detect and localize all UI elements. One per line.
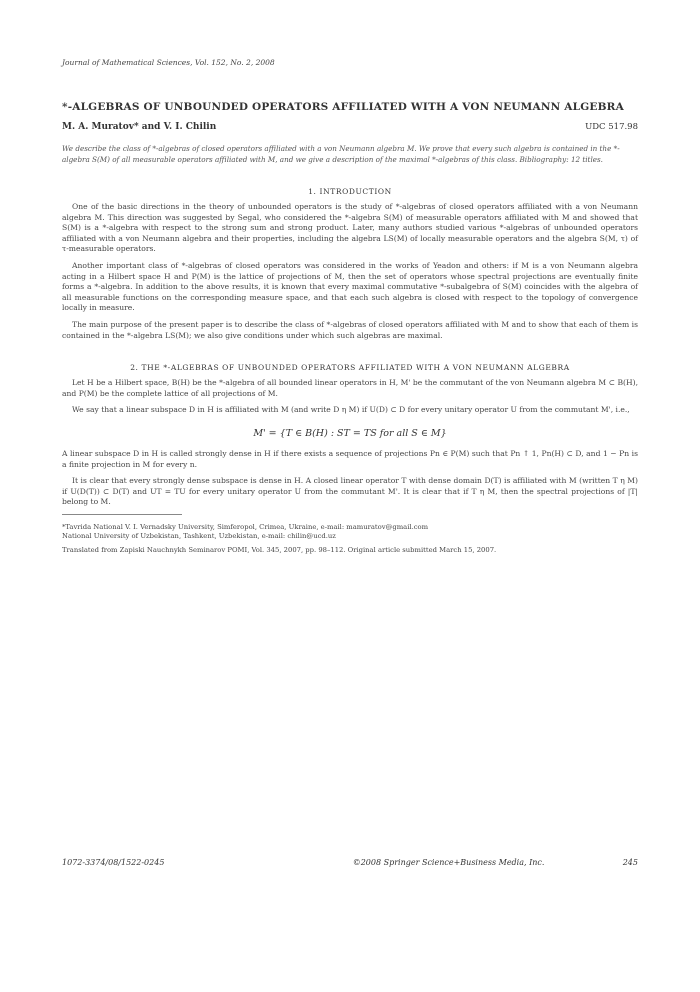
footnote: *Tavrida National V. I. Vernadsky University, Simferopol, Crimea, Ukraine, e-mail: mamuratov@gmail.com xyxy=(62,522,429,531)
footnote: Translated from Zapiski Nauchnykh Seminarov POMI, Vol. 345, 2007, pp. 98–112. Original article submitted March 15, 2007. xyxy=(62,546,497,555)
section-heading: 1. INTRODUCTION xyxy=(308,187,392,196)
footnote: National University of Uzbekistan, Tashkent, Uzbekistan, e-mail: chilin@ucd.uz xyxy=(62,532,336,541)
paragraph: Let H be a Hilbert space, B(H) be the *-algebra of all bounded linear operators in H, M' be the commutant of the von Neumann algebra M ⊂ B(H), and P(M) be the complete lattice of all projections of M. xyxy=(62,378,638,398)
page-number: 245 xyxy=(622,858,638,867)
paragraph: A linear subspace D in H is called strongly dense in H if there exists a sequence of projections Pn ∈ P(M) such that Pn ↑ 1, Pn(H) ⊂ D, and 1 − Pn is a finite projection in M for every n. xyxy=(62,448,638,469)
paragraph: The main purpose of the present paper is to describe the class of *-algebras of closed operators affiliated with M and to show that each of them is contained in the *-algebra LS(M); we also give conditions under which such algebras are maximal. xyxy=(62,319,638,340)
paragraph: We say that a linear subspace D in H is affiliated with M (and write D η M) if U(D) ⊂ D for every unitary operator U from the commutant M', i.e., xyxy=(72,405,630,415)
udc-code: UDC 517.98 xyxy=(585,122,638,132)
paragraph: Another important class of *-algebras of closed operators was considered in the works of Yeadon and others: if M is a von Neumann algebra acting in a Hilbert space H and P(M) is the lattice of projections of M, then the set of operators whose spectral projections are eventually finite forms a *-algebra. In addition to the above results, it is known that every maximal commutative *-subalgebra of S(M) coincides with the algebra of all measurable functions on the corresponding measure space, and that each such algebra is closed with respect to the topology of convergence locally in measure. xyxy=(62,260,638,313)
paragraph: It is clear that every strongly dense subspace is dense in H. A closed linear operator T with dense domain D(T) is affiliated with M (written T η M) if U(D(T)) ⊂ D(T) and UT = TU for every unitary operator U from the commutant M'. It is clear that if T η M, then the spectral projections of |T| belong to M. xyxy=(62,476,638,507)
paragraph: One of the basic directions in the theory of unbounded operators is the study of *-algebras of closed operators affiliated with a von Neumann algebra M. This direction was suggested by Segal, who considered the *-algebra S(M) of measurable operators affiliated with M and showed that S(M) is a *-algebra with respect to the strong sum and strong product. Later, many authors studied various *-algebras of unbounded operators affiliated with a von Neumann algebra and their properties, including the algebra LS(M) of locally measurable operators and the algebra S(M, τ) of τ-measurable operators. xyxy=(62,202,638,254)
page-footer xyxy=(62,858,638,867)
footer-issn: 1072-3374/08/1522-0245 xyxy=(62,858,165,867)
authors: M. A. Muratov* and V. I. Chilin xyxy=(62,122,217,132)
author-line xyxy=(62,122,638,132)
footnote-divider xyxy=(62,514,182,515)
paper-title: *-ALGEBRAS OF UNBOUNDED OPERATORS AFFILIATED WITH A VON NEUMANN ALGEBRA xyxy=(62,101,624,113)
footer-copyright: ©2008 Springer Science+Business Media, Inc. xyxy=(352,858,545,867)
display-formula: M' = {T ∈ B(H) : ST = TS for all S ∈ M} xyxy=(253,427,447,439)
journal-header: Journal of Mathematical Sciences, Vol. 152, No. 2, 2008 xyxy=(62,58,275,67)
section-heading: 2. THE *-ALGEBRAS OF UNBOUNDED OPERATORS AFFILIATED WITH A VON NEUMANN ALGEBRA xyxy=(130,363,570,373)
abstract: We describe the class of *-algebras of closed operators affiliated with a von Neumann algebra M. We prove that every such algebra is contained in the *-algebra S(M) of all measurable operators affiliated with M, and we give a description of the maximal *-algebras of this class. Bibliography: 12 titles. xyxy=(62,144,620,164)
footnotes xyxy=(62,523,638,556)
paper-page xyxy=(62,58,638,556)
